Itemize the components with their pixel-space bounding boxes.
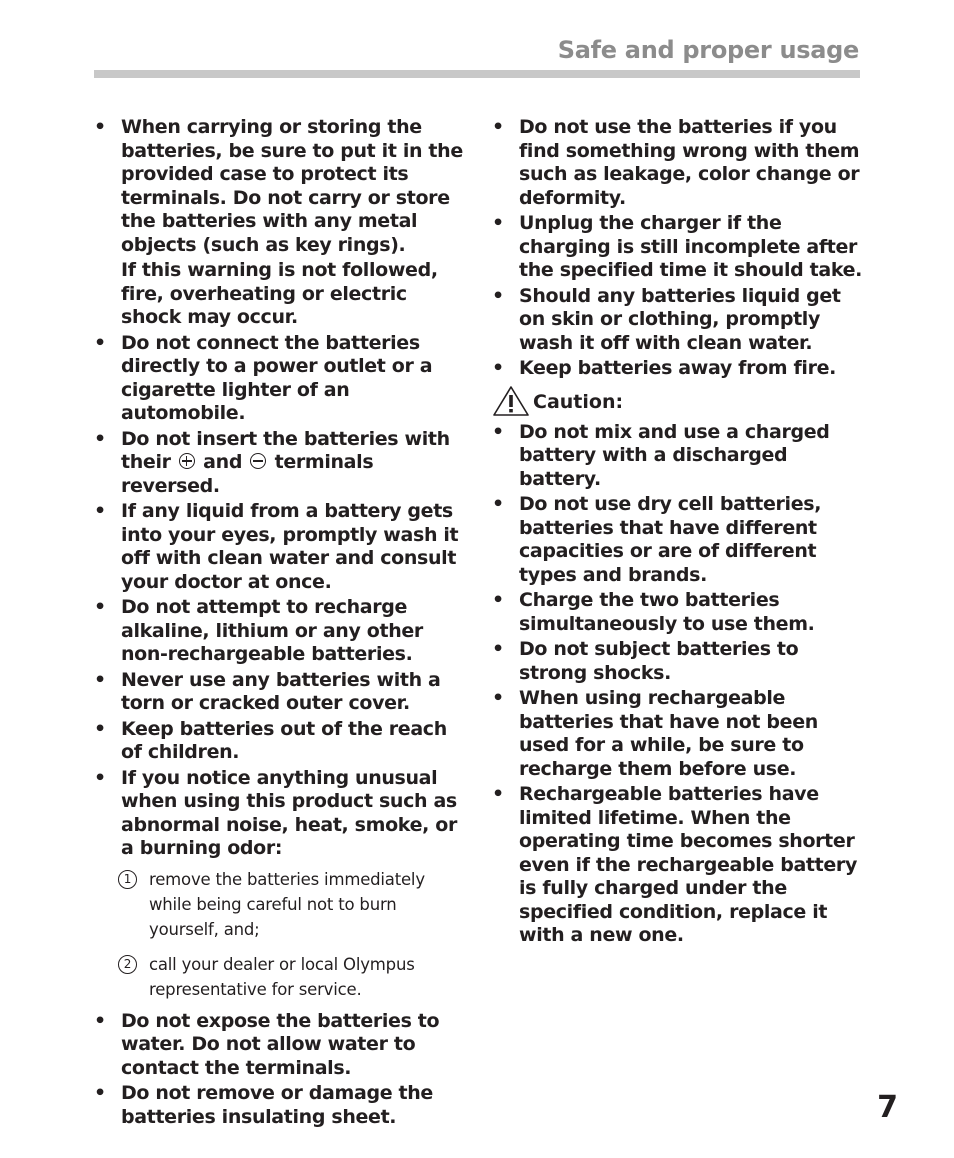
list-item: • When using rechargeable batteries that have not been used for a while, be sure to recharge them before use. <box>492 687 864 781</box>
list-item: • Do not use the batteries if you find something wrong with them such as leakage, color change or deformity. <box>492 116 864 210</box>
list-item: • Do not remove or damage the batteries insulating sheet. <box>94 1082 466 1129</box>
warning-triangle-icon <box>492 385 530 417</box>
right-column <box>492 116 864 950</box>
page-title: Safe and proper usage <box>557 36 859 64</box>
list-item: • Charge the two batteries simultaneously to use them. <box>492 589 864 636</box>
list-item: • Keep batteries out of the reach of children. <box>94 718 466 765</box>
left-column <box>94 116 466 1131</box>
header-rule <box>94 70 860 78</box>
sub-item-text: call your dealer or local Olympus representative for service. <box>149 954 415 999</box>
sub-item <box>94 867 466 942</box>
list-item: • Do not connect the batteries directly to a power outlet or a cigarette lighter of an automobile. <box>94 332 466 426</box>
list-item: • If any liquid from a battery gets into your eyes, promptly wash it off with clean water and consult your doctor at once. <box>94 500 466 594</box>
list-item: • If you notice anything unusual when using this product such as abnormal noise, heat, smoke, or a burning odor: <box>94 767 466 861</box>
bullet-text: Do not insert the batteries with their <box>121 427 450 473</box>
list-item <box>94 116 466 330</box>
list-item: • Do not expose the batteries to water. Do not allow water to contact the terminals. <box>94 1010 466 1081</box>
sub-item-text: remove the batteries immediately while being careful not to burn yourself, and; <box>149 869 425 939</box>
sub-item <box>94 952 466 1002</box>
page-number: 7 <box>877 1090 898 1125</box>
list-item: • Do not mix and use a charged battery with a discharged battery. <box>492 421 864 492</box>
caution-label: Caution: <box>533 390 624 413</box>
circled-number: 1 <box>118 870 137 889</box>
list-item: • Keep batteries away from fire. <box>492 357 864 381</box>
minus-terminal-icon <box>250 453 266 469</box>
bullet-text: terminals reversed. <box>121 451 374 497</box>
list-item: • Unplug the charger if the charging is still incomplete after the specified time it should take. <box>492 212 864 283</box>
list-item: • Do not use dry cell batteries, batteries that have different capacities or are of different types and brands. <box>492 493 864 587</box>
list-item: • Do not attempt to recharge alkaline, lithium or any other non-rechargeable batteries. <box>94 596 466 667</box>
list-item <box>94 428 466 499</box>
bullet-note: If this warning is not followed, fire, overheating or electric shock may occur. <box>121 259 438 328</box>
bullet-text: and <box>203 451 243 473</box>
caution-heading <box>492 383 864 421</box>
list-item: • Rechargeable batteries have limited lifetime. When the operating time becomes shorter even if the rechargeable battery is fully charged under the specified condition, replace it with a new one. <box>492 783 864 948</box>
plus-terminal-icon <box>179 453 195 469</box>
list-item: • Never use any batteries with a torn or cracked outer cover. <box>94 669 466 716</box>
circled-number: 2 <box>118 955 137 974</box>
list-item: • Should any batteries liquid get on skin or clothing, promptly wash it off with clean water. <box>492 285 864 356</box>
bullet-text: When carrying or storing the batteries, be sure to put it in the provided case to protect its terminals. Do not carry or store the batteries with any metal objects (such as key rings). <box>121 116 463 256</box>
list-item: • Do not subject batteries to strong shocks. <box>492 638 864 685</box>
